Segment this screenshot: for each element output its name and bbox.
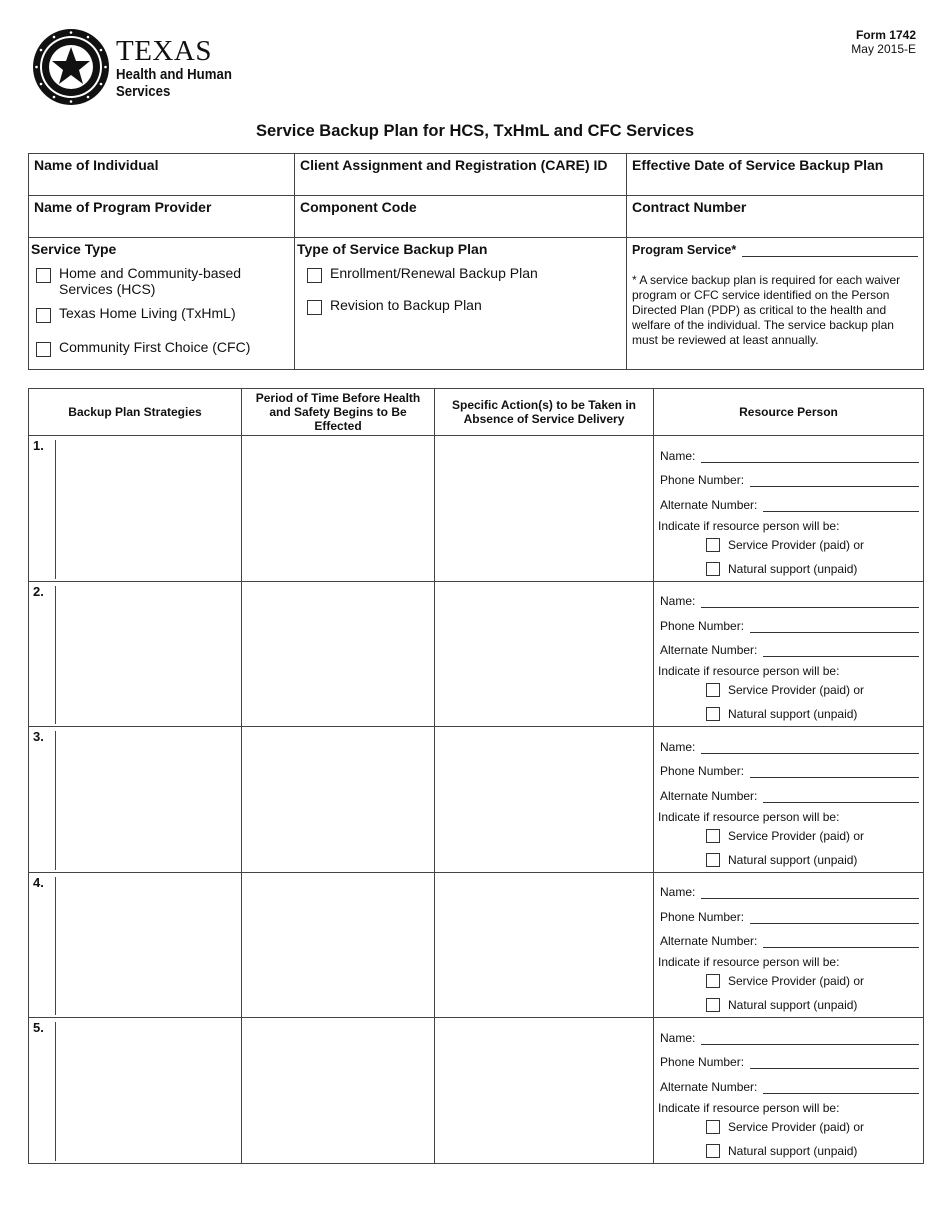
- resource-unpaid-label: Natural support (unpaid): [728, 1143, 858, 1158]
- checkbox[interactable]: [706, 1144, 720, 1158]
- period-cell[interactable]: [242, 436, 435, 582]
- period-cell[interactable]: [242, 1018, 435, 1164]
- resource-phone-label: Phone Number:: [660, 764, 745, 778]
- resource-alternate-field[interactable]: [658, 633, 919, 658]
- resource-phone-line[interactable]: [750, 621, 919, 633]
- checkbox[interactable]: [706, 998, 720, 1012]
- resource-paid-label: Service Provider (paid) or: [728, 683, 865, 697]
- component-code-label: Component Code: [300, 199, 417, 215]
- resource-person-cell: [654, 872, 924, 1018]
- checkbox[interactable]: [36, 268, 51, 283]
- row-number: 5.: [33, 1020, 44, 1035]
- row-number: 4.: [33, 874, 44, 890]
- strategies-table: [28, 388, 924, 1164]
- program-provider-field[interactable]: [29, 196, 295, 238]
- option-label: Revision to Backup Plan: [330, 297, 482, 313]
- period-cell[interactable]: [242, 872, 435, 1018]
- resource-unpaid-label: Natural support (unpaid): [728, 998, 858, 1012]
- resource-paid-label: Service Provider (paid) or: [728, 537, 865, 552]
- row-divider: [55, 877, 56, 1016]
- resource-name-field[interactable]: [658, 1020, 919, 1045]
- resource-name-field[interactable]: [658, 875, 919, 900]
- name-of-individual-field[interactable]: [29, 154, 295, 196]
- col-header-period: Period of Time Before Health and Safety Begins to Be Effected: [242, 389, 435, 436]
- checkbox[interactable]: [706, 1120, 720, 1134]
- actions-cell[interactable]: [435, 581, 654, 727]
- service-type-option-hcs[interactable]: [31, 265, 289, 297]
- resource-alternate-label: Alternate Number:: [660, 1079, 758, 1094]
- resource-phone-field[interactable]: [658, 1045, 919, 1070]
- resource-indicate-label: Indicate if resource person will be:: [658, 955, 840, 969]
- checkbox[interactable]: [706, 974, 720, 988]
- resource-alternate-line[interactable]: [763, 936, 919, 948]
- resource-indicate-label: Indicate if resource person will be:: [658, 518, 840, 533]
- service-type-option-cfc[interactable]: [31, 339, 289, 357]
- resource-unpaid-label: Natural support (unpaid): [728, 852, 858, 867]
- checkbox[interactable]: [36, 342, 51, 357]
- care-id-label: Client Assignment and Registration (CARE) ID: [300, 157, 608, 173]
- resource-phone-field[interactable]: [658, 463, 919, 488]
- resource-alternate-field[interactable]: [658, 487, 919, 512]
- col-header-strategies: Backup Plan Strategies: [29, 389, 242, 436]
- resource-alternate-field[interactable]: [658, 1069, 919, 1094]
- resource-alternate-line[interactable]: [763, 1082, 919, 1094]
- option-label: Texas Home Living (TxHmL): [59, 305, 236, 321]
- resource-name-label: Name:: [660, 885, 696, 899]
- backup-type-option-revision[interactable]: [297, 297, 621, 315]
- hhs-logo: [32, 28, 252, 110]
- effective-date-field[interactable]: [627, 154, 924, 196]
- resource-phone-line[interactable]: [750, 912, 919, 924]
- resource-phone-line[interactable]: [750, 1057, 919, 1069]
- form-date: May 2015-E: [851, 42, 916, 56]
- checkbox[interactable]: [706, 853, 720, 867]
- strategy-cell[interactable]: [29, 581, 242, 727]
- texas-seal-icon: [32, 28, 110, 106]
- resource-phone-line[interactable]: [750, 766, 919, 778]
- option-label: Home and Community-based Services (HCS): [59, 265, 242, 297]
- resource-alternate-line[interactable]: [763, 645, 919, 657]
- resource-person-cell: [654, 436, 924, 582]
- name-of-individual-label: Name of Individual: [34, 157, 159, 173]
- actions-cell[interactable]: [435, 727, 654, 873]
- resource-indicate-label: Indicate if resource person will be:: [658, 1100, 840, 1115]
- resource-alternate-line[interactable]: [763, 500, 919, 512]
- resource-phone-label: Phone Number:: [660, 618, 745, 633]
- contract-number-field[interactable]: [627, 196, 924, 238]
- care-id-field[interactable]: [295, 154, 627, 196]
- strategy-row: [29, 872, 924, 1018]
- resource-unpaid-option[interactable]: [658, 702, 919, 726]
- resource-unpaid-option[interactable]: [658, 848, 919, 872]
- resource-phone-line[interactable]: [750, 475, 919, 487]
- row-divider: [55, 586, 56, 725]
- contract-number-label: Contract Number: [632, 199, 747, 215]
- resource-phone-label: Phone Number:: [660, 909, 745, 924]
- option-label: Enrollment/Renewal Backup Plan: [330, 265, 538, 281]
- resource-name-label: Name:: [660, 594, 696, 608]
- resource-name-field[interactable]: [658, 438, 919, 463]
- strategy-cell[interactable]: [29, 727, 242, 873]
- strategy-cell[interactable]: [29, 436, 242, 582]
- strategy-row: [29, 581, 924, 727]
- resource-alternate-label: Alternate Number:: [660, 934, 758, 948]
- effective-date-label: Effective Date of Service Backup Plan: [632, 157, 884, 173]
- resource-person-cell: [654, 581, 924, 727]
- resource-alternate-field[interactable]: [658, 924, 919, 949]
- program-service-label: Program Service*: [632, 243, 737, 257]
- resource-paid-label: Service Provider (paid) or: [728, 974, 865, 988]
- resource-name-line[interactable]: [701, 887, 919, 899]
- col-header-actions: Specific Action(s) to be Taken in Absence of Service Delivery: [435, 389, 654, 436]
- resource-person-cell: [654, 1018, 924, 1164]
- strategy-cell[interactable]: [29, 1018, 242, 1164]
- resource-name-label: Name:: [660, 739, 696, 754]
- strategy-row: [29, 727, 924, 873]
- resource-unpaid-option[interactable]: [658, 557, 919, 581]
- resource-alternate-field[interactable]: [658, 778, 919, 803]
- resource-unpaid-option[interactable]: [658, 993, 919, 1017]
- row-number: 2.: [33, 583, 44, 599]
- row-divider: [55, 440, 56, 579]
- row-divider: [55, 731, 56, 870]
- resource-indicate-label: Indicate if resource person will be:: [658, 664, 840, 678]
- program-service-field[interactable]: [632, 243, 918, 257]
- service-type-option-txhml[interactable]: [31, 305, 289, 323]
- agency-subtitle-1: Health and Human: [116, 66, 232, 83]
- resource-name-line[interactable]: [701, 596, 919, 608]
- actions-cell[interactable]: [435, 1018, 654, 1164]
- agency-title: TEXAS: [116, 35, 212, 67]
- resource-name-line[interactable]: [701, 742, 919, 754]
- resource-name-line[interactable]: [701, 1033, 919, 1045]
- strategy-row: [29, 1018, 924, 1164]
- resource-paid-option[interactable]: [658, 824, 919, 848]
- checkbox[interactable]: [706, 829, 720, 843]
- actions-cell[interactable]: [435, 872, 654, 1018]
- strategy-cell[interactable]: [29, 872, 242, 1018]
- checkbox[interactable]: [706, 562, 720, 576]
- resource-paid-label: Service Provider (paid) or: [728, 1119, 865, 1134]
- resource-paid-option[interactable]: [658, 1115, 919, 1139]
- col-header-resource: Resource Person: [654, 389, 924, 436]
- resource-alternate-label: Alternate Number:: [660, 788, 758, 803]
- resource-alternate-label: Alternate Number:: [660, 643, 758, 657]
- period-cell[interactable]: [242, 727, 435, 873]
- checkbox[interactable]: [307, 268, 322, 283]
- resource-alternate-line[interactable]: [763, 791, 919, 803]
- resource-unpaid-option[interactable]: [658, 1139, 919, 1163]
- component-code-field[interactable]: [295, 196, 627, 238]
- row-divider: [55, 1022, 56, 1161]
- strategy-row: [29, 436, 924, 582]
- form-identifier: [851, 28, 916, 56]
- resource-name-field[interactable]: [658, 729, 919, 754]
- resource-paid-option[interactable]: [658, 969, 919, 993]
- program-service-line[interactable]: [742, 245, 918, 257]
- form-number: Form 1742: [855, 28, 916, 42]
- actions-cell[interactable]: [435, 436, 654, 582]
- resource-paid-option[interactable]: [658, 678, 919, 702]
- program-provider-label: Name of Program Provider: [34, 199, 212, 215]
- individual-info-table: [28, 153, 924, 370]
- resource-phone-label: Phone Number:: [660, 1055, 745, 1069]
- resource-name-label: Name:: [660, 448, 696, 463]
- agency-subtitle-2: Services: [116, 83, 171, 100]
- resource-paid-label: Service Provider (paid) or: [728, 828, 865, 843]
- checkbox[interactable]: [706, 707, 720, 721]
- resource-alternate-label: Alternate Number:: [660, 497, 758, 512]
- resource-name-line[interactable]: [701, 451, 919, 463]
- program-service-note: * A service backup plan is required for each waiver program or CFC service identified on the Person Directed Plan (PDP) as critical to the health and welfare of the individual. The service backup plan must be reviewed at least annually.: [632, 273, 901, 347]
- resource-unpaid-label: Natural support (unpaid): [728, 707, 858, 721]
- resource-person-cell: [654, 727, 924, 873]
- resource-name-label: Name:: [660, 1030, 696, 1045]
- resource-indicate-label: Indicate if resource person will be:: [658, 809, 840, 824]
- checkbox[interactable]: [706, 683, 720, 697]
- service-type-label: Service Type: [31, 241, 117, 257]
- row-number: 3.: [33, 729, 44, 744]
- backup-type-option-enrollment[interactable]: [297, 265, 621, 283]
- resource-phone-field[interactable]: [658, 754, 919, 779]
- backup-type-label: Type of Service Backup Plan: [297, 241, 488, 257]
- resource-name-field[interactable]: [658, 584, 919, 609]
- row-number: 1.: [33, 438, 44, 453]
- resource-phone-field[interactable]: [658, 899, 919, 924]
- resource-unpaid-label: Natural support (unpaid): [728, 561, 858, 576]
- option-label: Community First Choice (CFC): [59, 339, 251, 355]
- period-cell[interactable]: [242, 581, 435, 727]
- resource-phone-label: Phone Number:: [660, 473, 745, 487]
- checkbox[interactable]: [36, 308, 51, 323]
- checkbox[interactable]: [307, 300, 322, 315]
- resource-phone-field[interactable]: [658, 608, 919, 633]
- page-title: Service Backup Plan for HCS, TxHmL and CFC Services: [255, 122, 694, 140]
- resource-paid-option[interactable]: [658, 533, 919, 557]
- checkbox[interactable]: [706, 538, 720, 552]
